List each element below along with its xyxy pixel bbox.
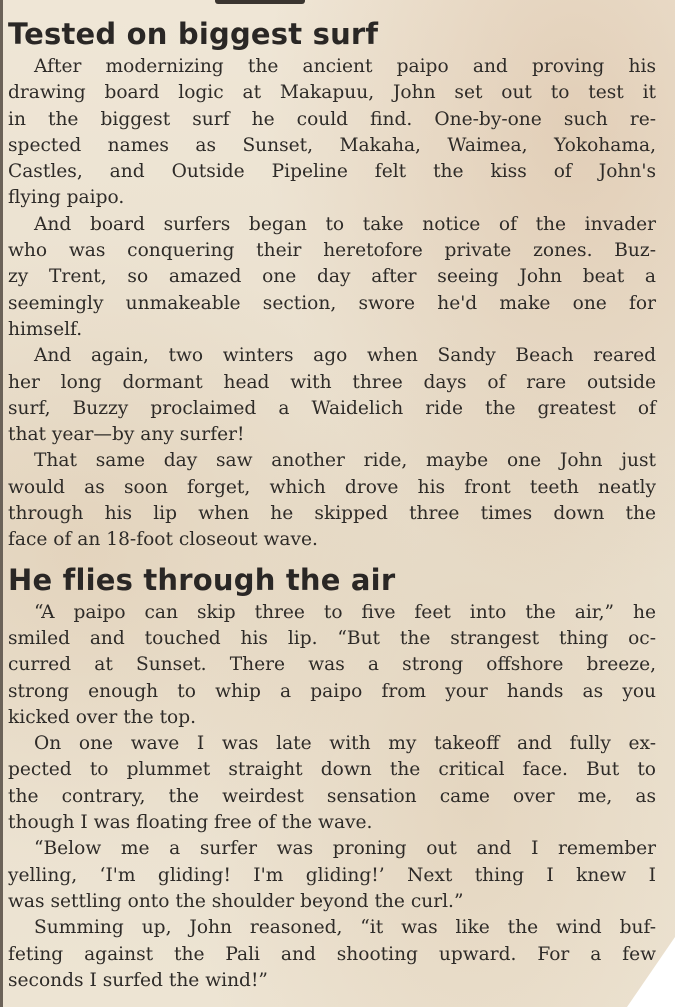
text-line: flying paipo. <box>8 187 125 209</box>
torn-corner <box>627 937 675 1007</box>
text-line: zy Trent, so amazed one day after seeing John beat a <box>8 266 656 288</box>
text-line: Summing up, John reasoned, “it was like the wind buf- <box>34 917 656 939</box>
text-line: would as soon forget, which drove his front teeth neatly <box>8 476 656 498</box>
paragraph <box>8 731 656 836</box>
paragraph <box>8 54 656 212</box>
text-line: the contrary, the weirdest sensation came over me, as <box>8 785 656 807</box>
text-line: through his lip when he skipped three times down the <box>8 503 656 525</box>
paragraph <box>8 600 656 731</box>
article-body <box>8 14 656 994</box>
text-line: And again, two winters ago when Sandy Beach reared <box>34 345 656 367</box>
text-line: “Below me a surfer was proning out and I remember <box>34 838 656 860</box>
text-line: himself. <box>8 318 83 340</box>
text-line: that year—by any surfer! <box>8 424 245 446</box>
text-line: That same day saw another ride, maybe one John just <box>34 450 656 472</box>
paragraph <box>8 915 656 994</box>
text-line: smiled and touched his lip. “But the strangest thing oc- <box>8 627 656 649</box>
text-line: yelling, ‘I'm gliding! I'm gliding!’ Next thing I knew I <box>8 864 656 886</box>
paragraph <box>8 212 656 343</box>
section-1-body <box>8 54 656 554</box>
text-line: curred at Sunset. There was a strong offshore breeze, <box>8 654 656 676</box>
text-line: surf, Buzzy proclaimed a Waidelich ride the greatest of <box>8 397 656 419</box>
text-line: Castles, and Outside Pipeline felt the kiss of John's <box>8 161 656 183</box>
text-line: seemingly unmakeable section, swore he'd make one for <box>8 292 656 314</box>
text-line: her long dormant head with three days of rare outside <box>8 371 656 393</box>
text-line: And board surfers began to take notice of the invader <box>34 213 656 235</box>
text-line: was settling onto the shoulder beyond the curl.” <box>8 890 464 912</box>
text-line: kicked over the top. <box>8 706 197 728</box>
text-line: pected to plummet straight down the critical face. But to <box>8 759 656 781</box>
text-line: seconds I surfed the wind!” <box>8 969 268 991</box>
text-line: spected names as Sunset, Makaha, Waimea, Yokohama, <box>8 134 656 156</box>
text-line: feting against the Pali and shooting upward. For a few <box>8 943 656 965</box>
paragraph <box>8 836 656 915</box>
paragraph <box>8 448 656 553</box>
text-line: “A paipo can skip three to five feet into the air,” he <box>34 601 656 623</box>
column-rule <box>0 0 3 1007</box>
section-2-body <box>8 600 656 994</box>
text-line: face of an 18-foot closeout wave. <box>8 529 318 551</box>
text-line: strong enough to whip a paipo from your hands as you <box>8 680 656 702</box>
headline-he-flies-through-the-air: He flies through the air <box>8 562 396 597</box>
text-line: drawing board logic at Makapuu, John set out to test it <box>8 82 656 104</box>
text-line: After modernizing the ancient paipo and proving his <box>34 56 656 77</box>
paragraph <box>8 343 656 448</box>
cut-off-heading-fragment <box>215 0 305 4</box>
text-line: in the biggest surf he could find. One-by-one such re- <box>8 108 656 130</box>
text-line: though I was floating free of the wave. <box>8 812 373 834</box>
headline-tested-on-biggest-surf: Tested on biggest surf <box>8 17 379 51</box>
text-line: On one wave I was late with my takeoff and fully ex- <box>34 733 656 755</box>
text-line: who was conquering their heretofore private zones. Buz- <box>8 240 656 262</box>
